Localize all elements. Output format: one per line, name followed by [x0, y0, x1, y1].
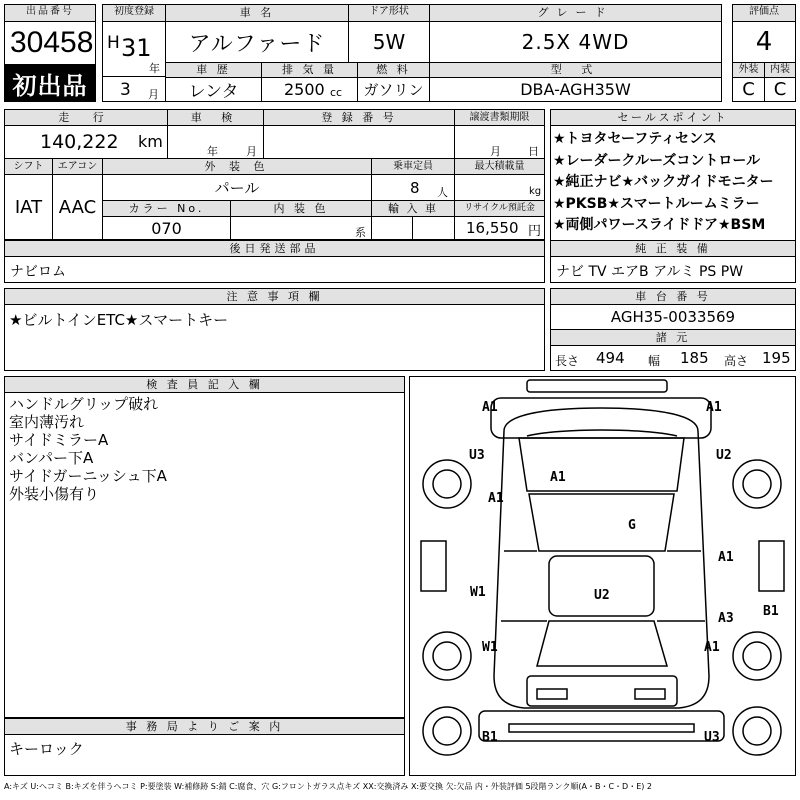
inspector-line-3: サイドミラーA: [9, 431, 109, 449]
inspector-label: 検 査 員 記 入 欄: [4, 376, 405, 393]
later-parts: [4, 256, 545, 283]
score-text: 4: [755, 27, 773, 57]
inspector-line-4: バンパー下A: [9, 449, 94, 467]
color: [102, 174, 372, 201]
mark-front-left-fender: A1: [488, 491, 504, 506]
interior-grade-text: C: [773, 79, 787, 100]
mark-front-right-wheel: U2: [716, 448, 732, 463]
inspector-line-6: 外装小傷有り: [9, 485, 100, 503]
load-unit: kg: [529, 186, 542, 197]
shift-label: シフト: [4, 158, 53, 175]
color-text: パール: [214, 179, 260, 197]
car-name-text: アルファード: [188, 31, 326, 57]
notes-text: ★ビルトインETC★スマートキー: [9, 311, 229, 329]
later-parts-text: ナビロム: [10, 264, 66, 280]
import: [371, 216, 455, 240]
transfer-day-unit: 日: [528, 145, 539, 158]
plate: [263, 125, 455, 159]
mileage-label: 走 行: [4, 109, 168, 126]
exterior-grade-text: C: [742, 79, 755, 100]
sales-point-2: ★レーダークルーズコントロール: [553, 152, 761, 169]
exterior-grade: [732, 77, 765, 102]
color-label: 外 装 色: [102, 158, 372, 175]
interior-label: 内装: [764, 62, 796, 78]
lot-label: 出品番号: [4, 4, 96, 22]
history-text: レンタ: [188, 82, 239, 102]
recycle-label: リサイクル預託金: [454, 200, 545, 217]
year: 31: [121, 34, 152, 62]
history: [165, 77, 262, 102]
shift-text: IAT: [14, 196, 43, 218]
chassis-label: 車 台 番 号: [550, 288, 796, 305]
grade-label: グレード: [429, 4, 722, 22]
mark-right-rear-fender: A1: [704, 640, 720, 655]
mark-right-rear-wheel: B1: [763, 604, 779, 619]
sales-point-1: ★トヨタセーフティセンス: [553, 131, 717, 147]
inspector-line-2: 室内薄汚れ: [9, 413, 85, 431]
door-label: ドア形状: [348, 4, 430, 22]
mark-hood: A1: [550, 470, 566, 485]
chassis-text: AGH35-0033569: [610, 308, 736, 326]
inspector-list: [9, 395, 167, 503]
recycle-text: 16,550: [466, 219, 519, 237]
specs: [550, 345, 796, 371]
first-listing-badge: [4, 64, 96, 102]
specs-label: 諸 元: [550, 329, 796, 346]
ac-text: AAC: [58, 196, 97, 218]
mileage-text: 140,222: [40, 131, 119, 153]
ac-label: エアコン: [52, 158, 103, 175]
shift: [4, 174, 53, 240]
displacement-text: 2500: [284, 80, 325, 99]
ac: [52, 174, 103, 240]
door-text: 5W: [372, 30, 406, 54]
inspection-label: 車 検: [167, 109, 264, 126]
capacity-text: 8: [410, 179, 420, 197]
office-text: キーロック: [9, 740, 84, 758]
displacement-label: 排 気 量: [261, 62, 358, 78]
model-text: DBA-AGH35W: [520, 80, 631, 99]
grade-text: 2.5X 4WD: [521, 30, 630, 54]
interior-grade: [764, 77, 796, 102]
width-label: 幅: [648, 354, 661, 368]
mark-rear-right: U3: [704, 730, 720, 745]
month: 3: [120, 80, 131, 100]
car-name: [165, 21, 349, 63]
mark-front-left-wheel: U3: [469, 448, 485, 463]
displacement-unit: cc: [330, 86, 343, 99]
exterior-label: 外装: [732, 62, 765, 78]
capacity-unit: 人: [437, 186, 448, 199]
load-label: 最大積載量: [454, 158, 545, 175]
mark-roof: U2: [594, 588, 610, 603]
car-outline: [409, 376, 796, 776]
grade: [429, 21, 722, 63]
capacity-label: 乗車定員: [371, 158, 455, 175]
interior-color: [230, 216, 372, 240]
score: [732, 21, 796, 63]
fuel-text: ガソリン: [363, 81, 424, 99]
car-name-label: 車 名: [165, 4, 349, 22]
inspection-month-unit: 月: [246, 145, 257, 158]
model: [429, 77, 722, 102]
height-value: 195: [762, 349, 791, 367]
length-value: 494: [596, 349, 625, 367]
interior-color-unit: 系: [355, 226, 366, 239]
width-value: 185: [680, 349, 709, 367]
color-no: [102, 216, 231, 240]
transfer-label: 譲渡書類期限: [454, 109, 545, 126]
mark-front-left: A1: [482, 400, 498, 415]
equipment-label: 純 正 装 備: [550, 240, 796, 257]
model-label: 型 式: [429, 62, 722, 78]
history-label: 車 歴: [165, 62, 262, 78]
registration-label: 初度登録: [102, 4, 166, 22]
mark-rear-left: B1: [482, 730, 498, 745]
mark-left-front-door: W1: [470, 585, 486, 600]
sales-points-list: [553, 129, 796, 237]
office-label: 事 務 局 よ り ご 案 内: [4, 718, 405, 735]
inspector-line-1: ハンドルグリップ破れ: [9, 395, 159, 413]
fuel: [357, 77, 430, 102]
door: [348, 21, 430, 63]
color-no-text: 070: [151, 218, 182, 238]
equipment-text: ナビ TV エアB アルミ PS PW: [556, 264, 744, 280]
plate-label: 登 録 番 号: [263, 109, 455, 126]
chassis: [550, 304, 796, 330]
notes-label: 注 意 事 項 欄: [4, 288, 545, 305]
mark-windshield: G: [628, 518, 636, 533]
recycle-unit: 円: [528, 224, 542, 239]
lot-number: [4, 21, 96, 65]
mark-left-rear-door: W1: [482, 640, 498, 655]
score-label: 評価点: [732, 4, 796, 22]
mark-right-rear-door: A3: [718, 611, 734, 626]
sales-point-5: ★両側パワースライドドア★BSM: [553, 217, 766, 233]
import-divider: [412, 216, 413, 240]
sales-point-4: ★PKSB★スマートルームミラー: [553, 195, 760, 212]
sales-point-3: ★純正ナビ★バックガイドモニター: [553, 174, 774, 190]
height-label: 高さ: [724, 354, 749, 368]
lot-number-text: 30458: [10, 26, 94, 59]
sales-points-label: セールスポイント: [550, 109, 796, 126]
interior-color-label: 内 装 色: [230, 200, 372, 217]
inspection-year-unit: 年: [207, 145, 218, 158]
first-listing-text: 初出品: [12, 71, 88, 100]
later-parts-label: 後日発送部品: [4, 240, 545, 257]
mark-right-front-door: A1: [718, 550, 734, 565]
era: H: [107, 33, 120, 53]
inspector-line-5: サイドガーニッシュ下A: [9, 467, 167, 485]
color-no-label: カラー No.: [102, 200, 231, 217]
transfer-month-unit: 月: [490, 145, 501, 158]
month-unit: 月: [148, 88, 159, 101]
fuel-label: 燃 料: [357, 62, 430, 78]
import-label: 輸 入 車: [371, 200, 455, 217]
legend: A:キズ U:ヘコミ B:キズを伴うヘコミ P:要塗装 W:補修跡 S:錆 C:腐食、穴 G:フロントガラス点キズ XX:交換済み X:要交換 欠:欠品 内・外装評価 5段階ランク順(A・B・C・D・E) 2: [4, 782, 653, 791]
length-label: 長さ: [555, 354, 580, 368]
mark-front-right: A1: [706, 400, 722, 415]
year-unit: 年: [149, 62, 160, 75]
mileage-unit: km: [138, 132, 163, 151]
